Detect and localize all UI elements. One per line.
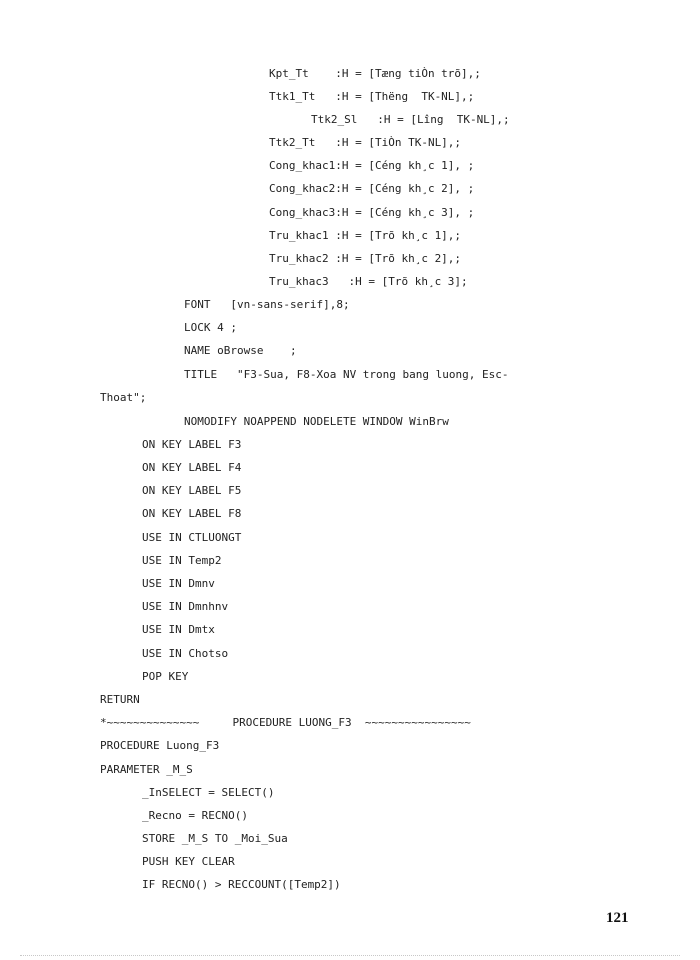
code-line: Tru_khac3 :H = [Trõ kh¸c 3];	[269, 275, 468, 288]
code-line: NAME oBrowse ;	[184, 344, 297, 357]
code-line: ON KEY LABEL F3	[142, 438, 242, 451]
code-line: Kpt_Tt :H = [Tæng tiÒn trõ],;	[269, 67, 481, 80]
code-line: ON KEY LABEL F5	[142, 484, 242, 497]
code-line: *~~~~~~~~~~~~~~ PROCEDURE LUONG_F3 ~~~~~~~~~~~~~~~~	[100, 716, 471, 729]
code-line: IF RECNO() > RECCOUNT([Temp2])	[142, 878, 341, 891]
code-line: STORE _M_S TO _Moi_Sua	[142, 832, 288, 845]
code-line: Ttk2_Tt :H = [TiÒn TK-NL],;	[269, 136, 462, 149]
code-line: NOMODIFY NOAPPEND NODELETE WINDOW WinBrw	[184, 415, 449, 428]
code-line: ON KEY LABEL F4	[142, 461, 242, 474]
code-line: USE IN Chotso	[142, 647, 229, 660]
code-line: Cong_khac2:H = [Céng kh¸c 2], ;	[269, 182, 475, 195]
code-line: USE IN Temp2	[142, 554, 222, 567]
code-line: Tru_khac2 :H = [Trõ kh¸c 2],;	[269, 252, 462, 265]
page-bottom-divider	[20, 955, 680, 956]
page-number: 121	[606, 910, 629, 926]
code-line: Tru_khac1 :H = [Trõ kh¸c 1],;	[269, 229, 462, 242]
code-line: Ttk2_Sl :H = [Lîng TK-NL],;	[311, 113, 510, 126]
code-line: Cong_khac3:H = [Céng kh¸c 3], ;	[269, 206, 475, 219]
code-line: PUSH KEY CLEAR	[142, 855, 235, 868]
code-line: Ttk1_Tt :H = [Thëng TK-NL],;	[269, 90, 475, 103]
code-line: Thoat";	[100, 391, 147, 404]
code-line: USE IN Dmnhnv	[142, 600, 229, 613]
code-line: LOCK 4 ;	[184, 321, 237, 334]
code-line: _InSELECT = SELECT()	[142, 786, 275, 799]
code-line: USE IN CTLUONGT	[142, 531, 242, 544]
code-line: PROCEDURE Luong_F3	[100, 739, 220, 752]
code-line: _Recno = RECNO()	[142, 809, 248, 822]
code-line: USE IN Dmnv	[142, 577, 215, 590]
code-line: RETURN	[100, 693, 140, 706]
code-line: Cong_khac1:H = [Céng kh¸c 1], ;	[269, 159, 475, 172]
code-line: POP KEY	[142, 670, 189, 683]
code-line: PARAMETER _M_S	[100, 763, 193, 776]
code-line: USE IN Dmtx	[142, 623, 215, 636]
code-line: TITLE "F3-Sua, F8-Xoa NV trong bang luong, Esc-	[184, 368, 509, 381]
code-line: ON KEY LABEL F8	[142, 507, 242, 520]
code-line: FONT [vn-sans-serif],8;	[184, 298, 350, 311]
